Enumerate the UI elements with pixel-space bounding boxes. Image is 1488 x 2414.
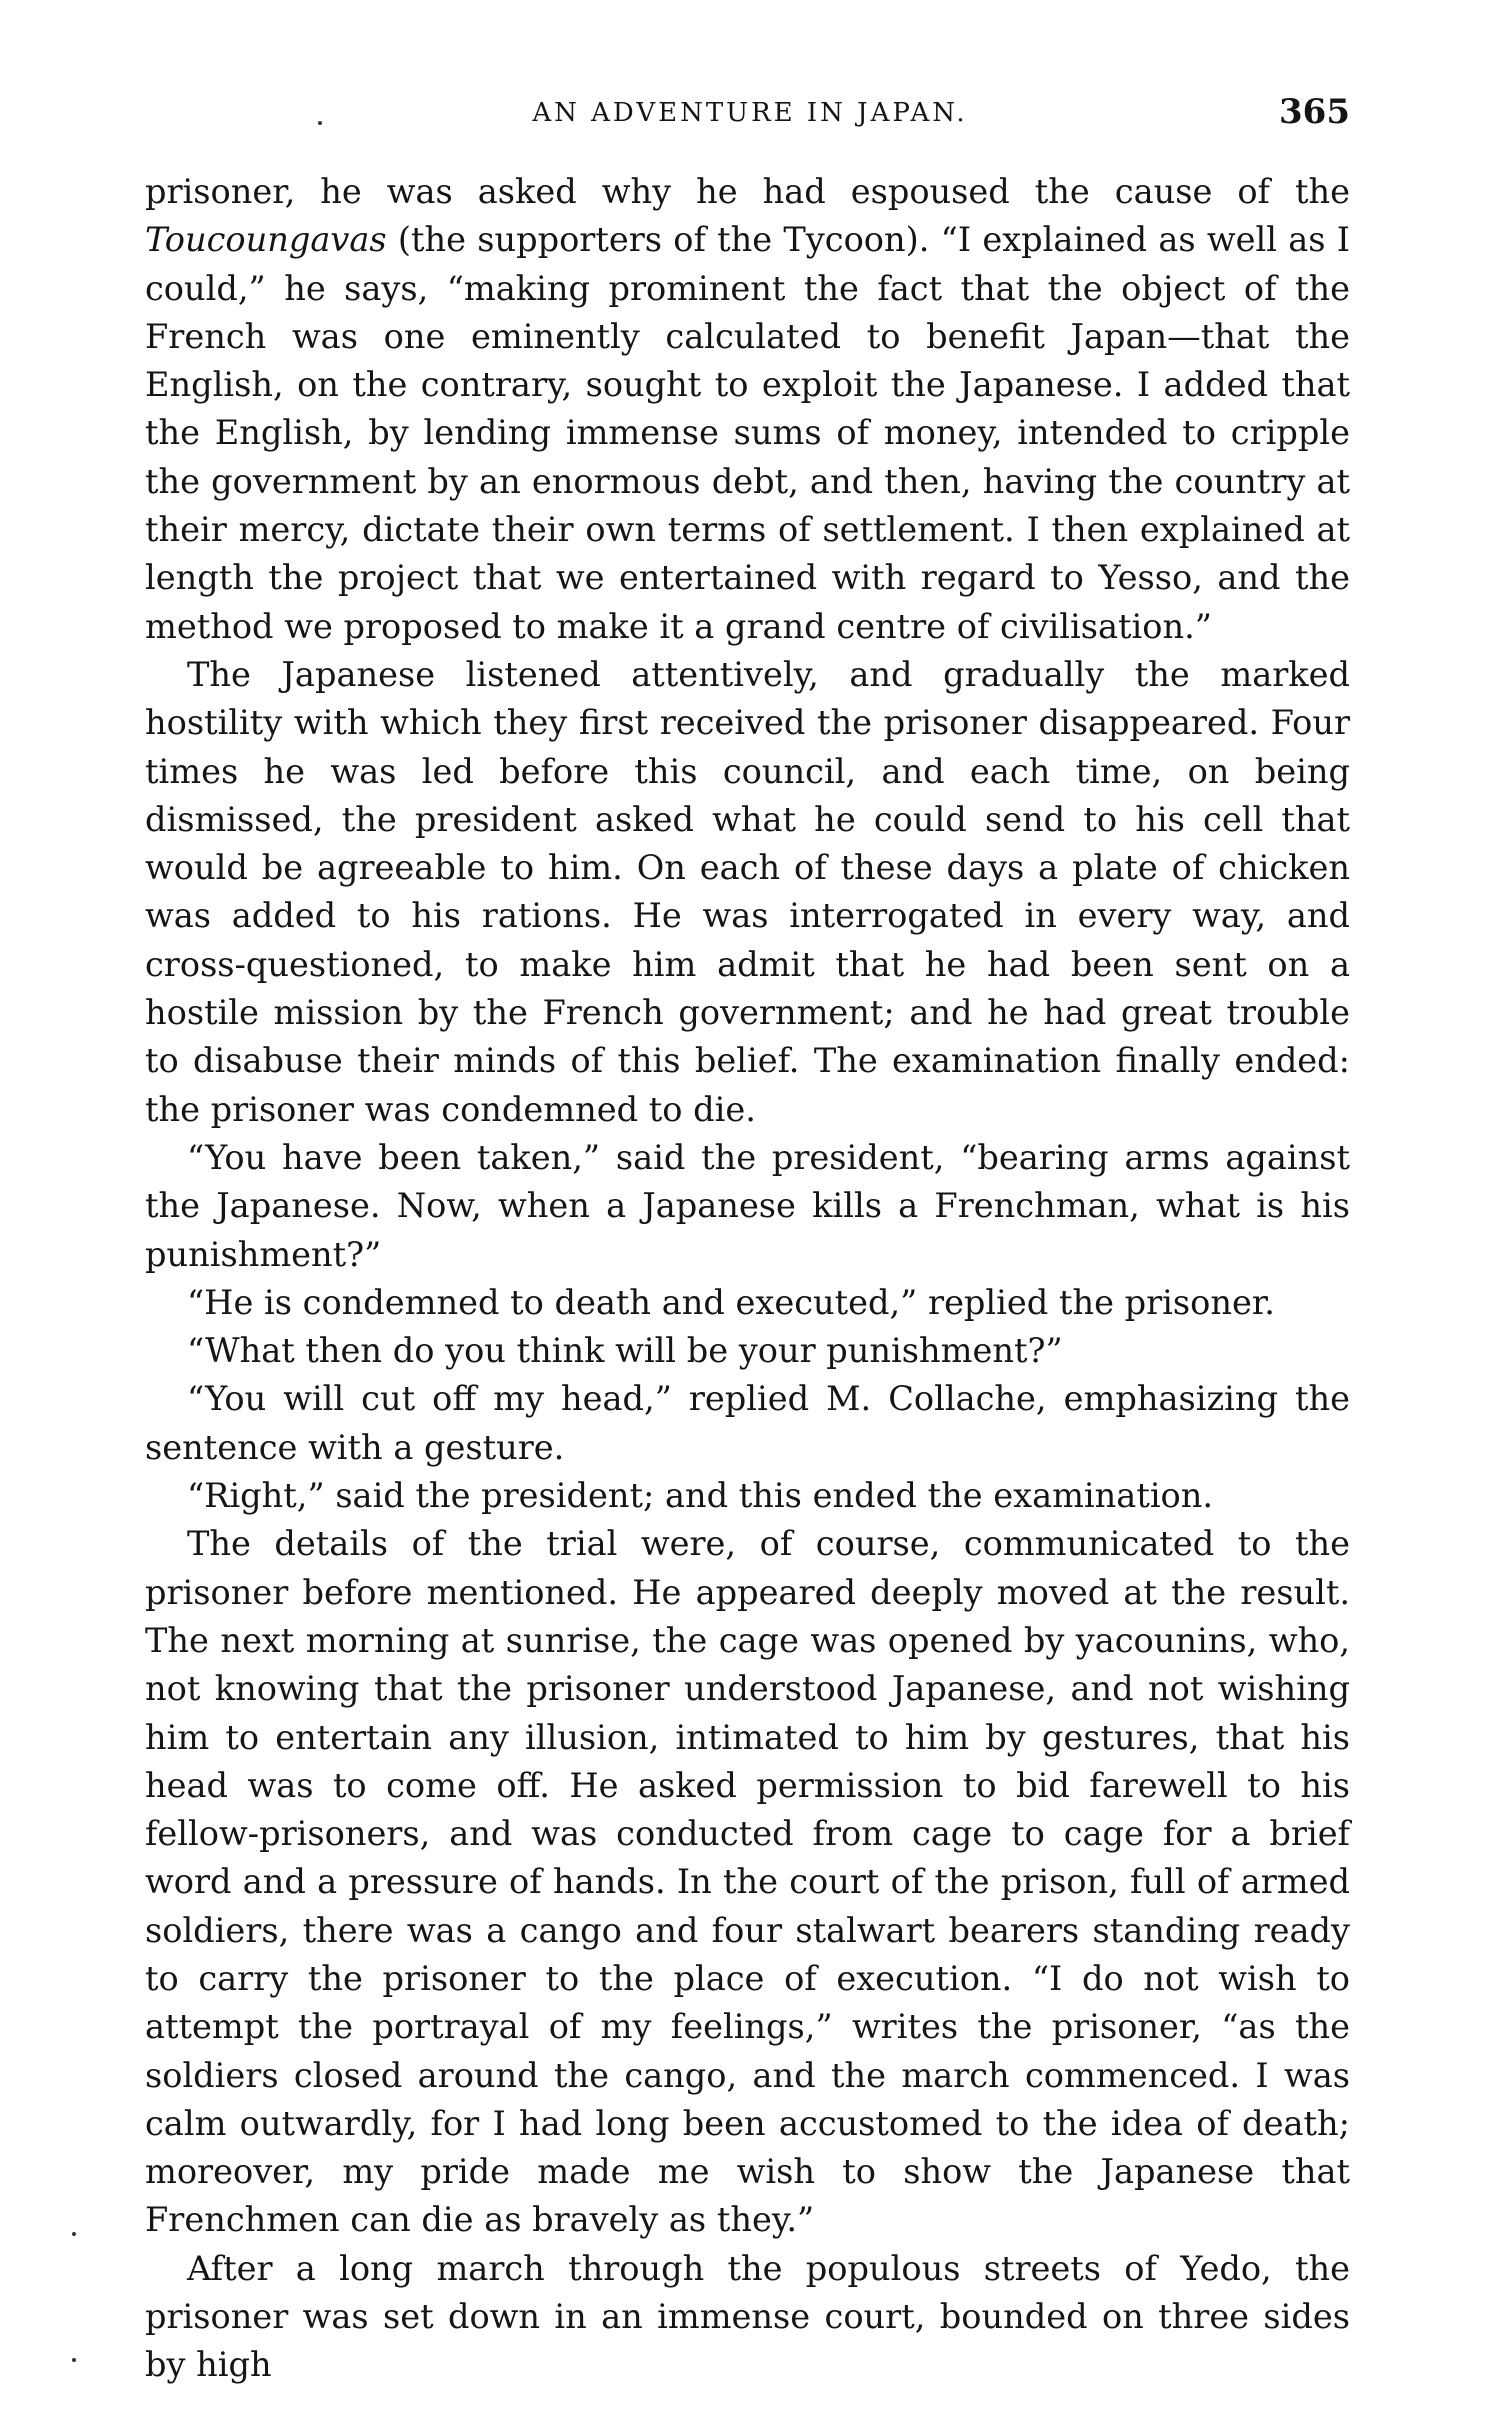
running-head <box>150 92 1350 142</box>
paragraph: After a long march through the populous streets of Yedo, the prisoner was set down in an immense court, bounded on three sides by high <box>145 2248 1350 2385</box>
print-speck <box>72 2232 76 2236</box>
running-title: AN ADVENTURE IN JAPAN. <box>532 98 968 128</box>
italic-term: Toucoungavas <box>145 220 387 260</box>
paragraph: “Right,” said the president; and this ended the examination. <box>187 1476 1214 1516</box>
paragraph: “You will cut off my head,” replied M. Collache, emphasizing the sentence with a gesture. <box>145 1379 1350 1467</box>
paragraph-text: prisoner, he was asked why he had espoused the cause of the <box>145 172 1350 211</box>
print-speck <box>318 121 322 125</box>
paragraph: The Japanese listened attentively, and gradually the marked hostility with which they first received the prisoner disappeared. Four times he was led before this council, and each time, on being dismissed, the president asked what he could send to his cell that would be agreeable to him. On each of these days a plate of chicken was added to his rations. He was interrogated in every way, and cross-questioned, to make him admit that he had been sent on a hostile mission by the French government; and he had great trouble to disabuse their minds of this belief. The examination finally ended: the prisoner was condemned to die. <box>145 654 1350 1129</box>
paragraph: “What then do you think will be your punishment?” <box>187 1331 1063 1371</box>
page-number: 365 <box>1279 92 1350 132</box>
paragraph: The details of the trial were, of course, communicated to the prisoner before mentioned. He appeared deeply moved at the result. The next morning at sunrise, the cage was opened by yacounins, who, not knowing that the prisoner understood Japanese, and not wishing him to entertain any illusion, intimated to him by gestures, that his head was to come off. He asked permission to bid farewell to his fellow-prisoners, and was conducted from cage to cage for a brief word and a pressure of hands. In the court of the prison, full of armed soldiers, there was a cango and four stalwart bearers standing ready to carry the prisoner to the place of execution. “I do not wish to attempt the portrayal of my feelings,” writes the prisoner, “as the soldiers closed around the cango, and the march commenced. I was calm outwardly, for I had long been accustomed to the idea of death; moreover, my pride made me wish to show the Japanese that Frenchmen can die as bravely as they.” <box>145 1524 1350 2240</box>
paragraph <box>145 168 1350 651</box>
print-speck <box>72 2358 76 2362</box>
paragraph-text: (the supporters of the Tycoon). “I explained as well as I could,” he says, “making prominent the fact that the object of the French was one eminently calculated to benefit Japan—that the English, on the contrary, sought to exploit the Japanese. I added that the English, by lending immense sums of money, intended to cripple the government by an enormous debt, and then, having the country at their mercy, dictate their own terms of settlement. I then explained at length the project that we entertained with regard to Yesso, and the method we proposed to make it a grand centre of civilisation.” <box>145 220 1350 646</box>
body-text <box>145 168 1350 2390</box>
paragraph: “He is condemned to death and executed,” replied the prisoner. <box>187 1282 1275 1322</box>
paragraph: “You have been taken,” said the president, “bearing arms against the Japanese. Now, when a Japanese kills a Frenchman, what is his punishment?” <box>145 1137 1350 1274</box>
